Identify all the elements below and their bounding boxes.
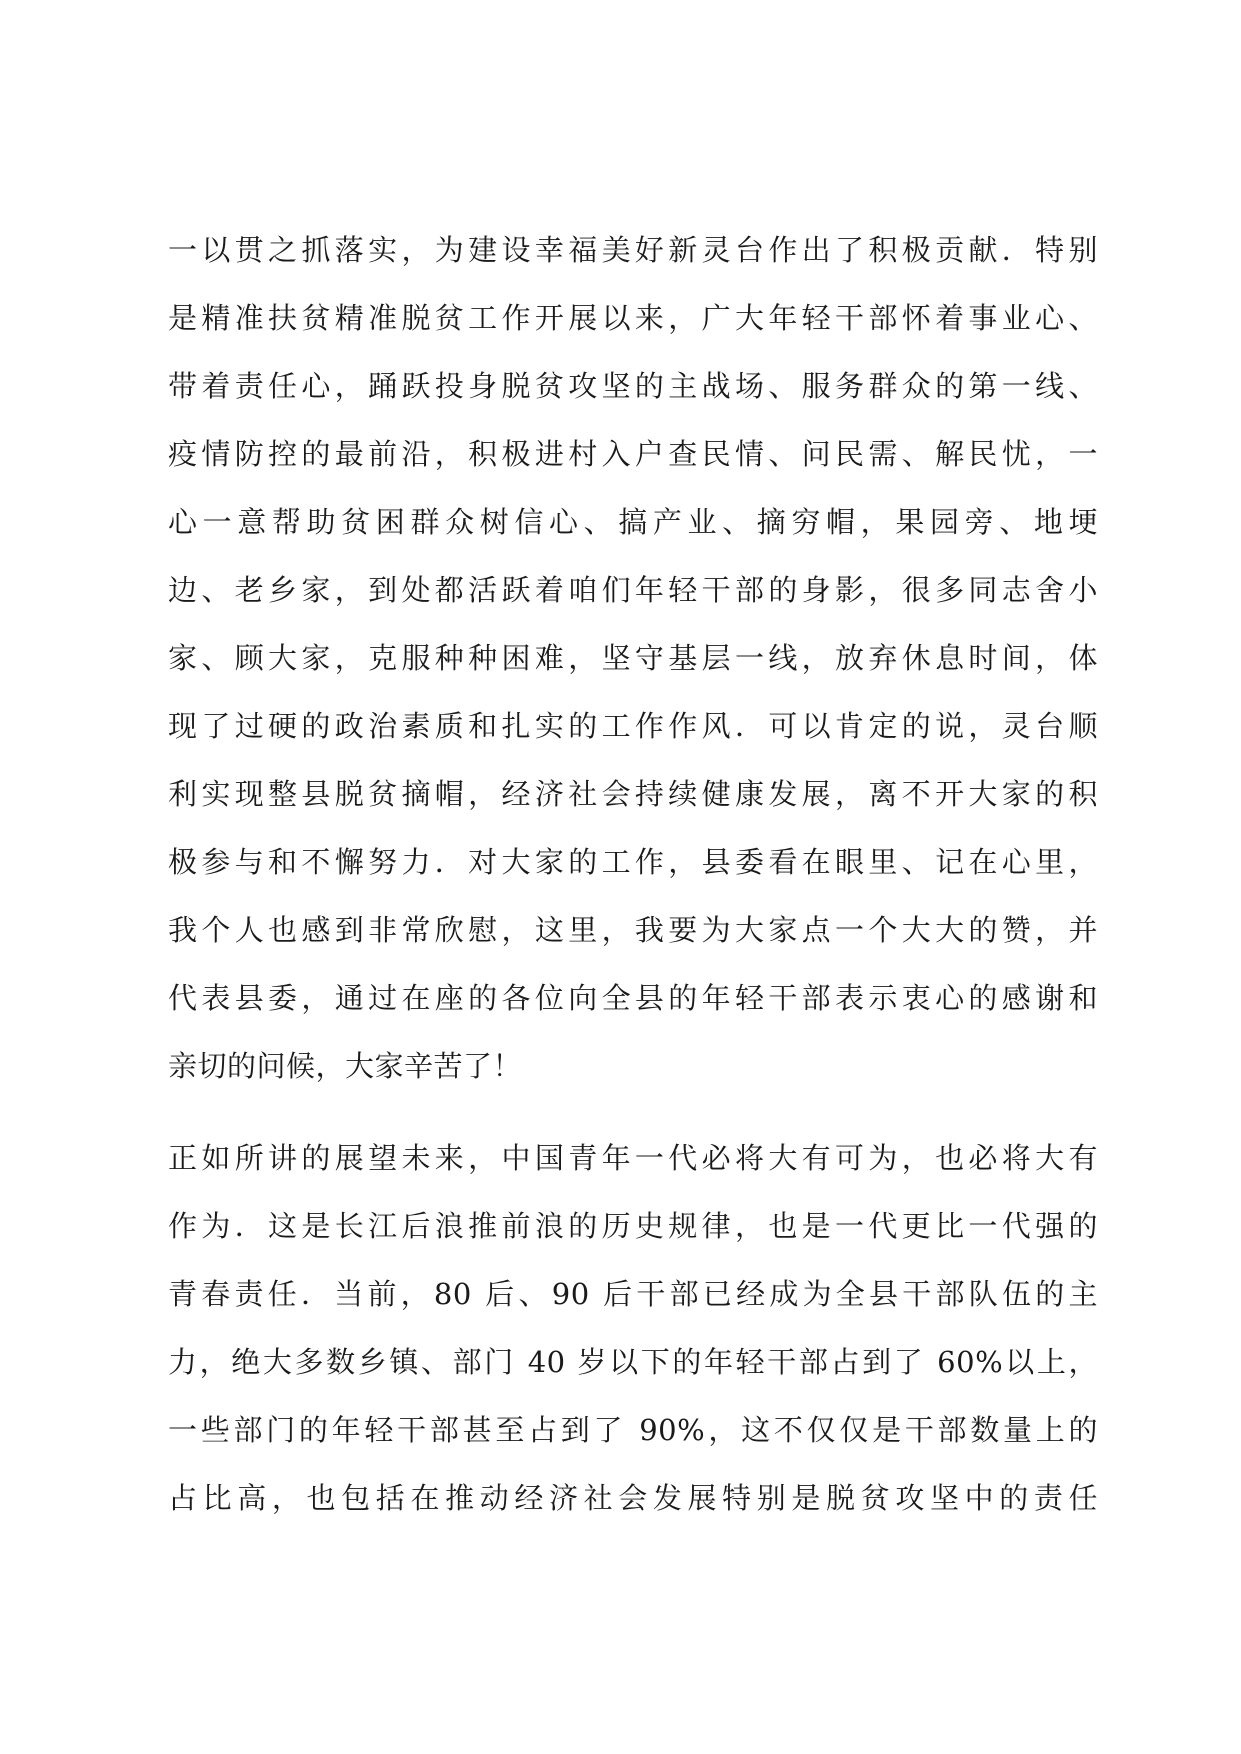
paragraph-line: 利实现整县脱贫摘帽，经济社会持续健康发展，离不开大家的积 xyxy=(168,777,1098,811)
paragraph-1 xyxy=(168,216,1098,1100)
paragraph-line: 极参与和不懈努力．对大家的工作，县委看在眼里、记在心里， xyxy=(168,845,1098,879)
paragraph-line: 亲切的问候，大家辛苦了！ xyxy=(168,1049,523,1083)
paragraph-2 xyxy=(168,1124,1098,1532)
paragraph-line: 占比高，也包括在推动经济社会发展特别是脱贫攻坚中的责任 xyxy=(168,1481,1098,1515)
paragraph-line: 力，绝大多数乡镇、部门 40 岁以下的年轻干部占到了 60%以上， xyxy=(168,1345,1098,1379)
paragraph-line: 青春责任．当前，80 后、90 后干部已经成为全县干部队伍的主 xyxy=(168,1277,1098,1311)
paragraph-line: 带着责任心，踊跃投身脱贫攻坚的主战场、服务群众的第一线、 xyxy=(168,369,1098,403)
paragraph-line: 是精准扶贫精准脱贫工作开展以来，广大年轻干部怀着事业心、 xyxy=(168,301,1098,335)
paragraph-line: 代表县委，通过在座的各位向全县的年轻干部表示衷心的感谢和 xyxy=(168,981,1098,1015)
paragraph-line: 现了过硬的政治素质和扎实的工作作风．可以肯定的说，灵台顺 xyxy=(168,709,1098,743)
paragraph-line: 疫情防控的最前沿，积极进村入户查民情、问民需、解民忧，一 xyxy=(168,437,1098,471)
paragraph-line: 正如所讲的展望未来，中国青年一代必将大有可为，也必将大有 xyxy=(168,1141,1098,1175)
paragraph-line: 作为．这是长江后浪推前浪的历史规律，也是一代更比一代强的 xyxy=(168,1209,1098,1243)
paragraph-line: 家、顾大家，克服种种困难，坚守基层一线，放弃休息时间，体 xyxy=(168,641,1098,675)
paragraph-line: 边、老乡家，到处都活跃着咱们年轻干部的身影，很多同志舍小 xyxy=(168,573,1098,607)
paragraph-line: 我个人也感到非常欣慰，这里，我要为大家点一个大大的赞，并 xyxy=(168,913,1098,947)
paragraph-line: 一些部门的年轻干部甚至占到了 90%，这不仅仅是干部数量上的 xyxy=(168,1413,1098,1447)
paragraph-line: 一以贯之抓落实，为建设幸福美好新灵台作出了积极贡献．特别 xyxy=(168,233,1098,267)
paragraph-line: 心一意帮助贫困群众树信心、搞产业、摘穷帽，果园旁、地埂 xyxy=(168,505,1098,539)
